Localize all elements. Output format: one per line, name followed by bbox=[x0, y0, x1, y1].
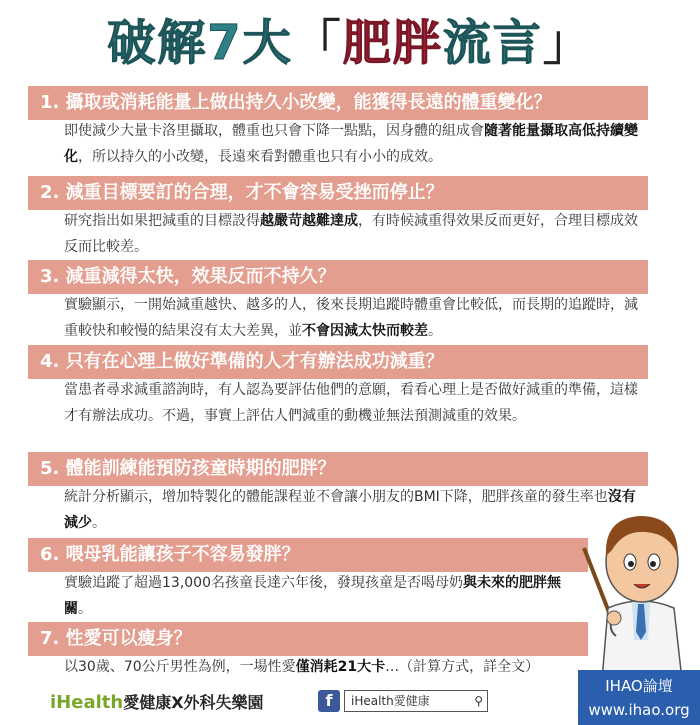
title-part-1: 破解7大 bbox=[107, 15, 293, 71]
body-text: 以30歲、70公斤男性為例，一場性愛 bbox=[64, 659, 296, 675]
myth-body-7 bbox=[64, 654, 624, 680]
logo-chinese-text: 愛健康X外科失樂園 bbox=[123, 693, 264, 712]
body-text: 。 bbox=[78, 601, 92, 617]
ihao-watermark bbox=[578, 670, 700, 725]
body-emphasis: 僅消耗21大卡 bbox=[295, 659, 386, 675]
watermark-line-2: www.ihao.org bbox=[588, 701, 690, 719]
body-text: 實驗顯示，一開始減重越快、越多的人，後來長期追蹤時體重會比較低，而長期的追蹤時，減重較快和較慢的結果沒有太大差異，並 bbox=[64, 297, 638, 339]
ihealth-logo bbox=[50, 690, 264, 713]
title-open-bracket: 「 bbox=[292, 15, 343, 71]
myth-heading-5: 5. 體能訓練能預防孩童時期的肥胖？ bbox=[28, 452, 648, 486]
body-text: 實驗追蹤了超過13,000名孩童長達六年後，發現孩童是否喝母奶 bbox=[64, 575, 463, 591]
myth-body-5 bbox=[64, 484, 644, 536]
myth-heading-2: 2. 減重目標要訂的合理，才不會容易受挫而停止？ bbox=[28, 176, 648, 210]
myth-body-4 bbox=[64, 377, 644, 429]
body-text: …（計算方式，詳全文） bbox=[385, 659, 540, 675]
body-emphasis: 隨著能量攝取高低持續變化 bbox=[64, 123, 638, 165]
body-emphasis: 越嚴苛越難達成 bbox=[260, 213, 358, 229]
myth-body-6 bbox=[64, 570, 574, 622]
myth-body-3 bbox=[64, 292, 644, 344]
body-text: 。 bbox=[428, 323, 442, 339]
body-text: ，有時候減重得效果反而更好，合理目標成效反而比較差。 bbox=[64, 213, 638, 255]
title-close-bracket: 」 bbox=[542, 15, 593, 71]
body-text: 即使減少大量卡洛里攝取，體重也只會下降一點點，因身體的組成會 bbox=[64, 123, 484, 139]
body-text: 統計分析顯示，增加特製化的體能課程並不會讓小朋友的BMI下降，肥胖孩童的發生率也 bbox=[64, 489, 608, 505]
body-text: ，所以持久的小改變，長遠來看對體重也只有小小的成效。 bbox=[78, 149, 442, 165]
facebook-icon[interactable]: f bbox=[318, 690, 340, 712]
facebook-search-box[interactable] bbox=[344, 690, 488, 712]
myth-heading-4: 4. 只有在心理上做好準備的人才有辦法成功減重？ bbox=[28, 345, 648, 379]
watermark-line-1: IHAO論壇 bbox=[605, 677, 673, 695]
title-part-3: 流言 bbox=[442, 15, 543, 71]
search-box-text: iHealth愛健康 bbox=[351, 694, 430, 708]
title-part-2: 肥胖 bbox=[342, 15, 443, 71]
myth-heading-7: 7. 性愛可以瘦身？ bbox=[28, 622, 588, 656]
search-icon[interactable]: ⚲ bbox=[474, 694, 483, 708]
myth-body-2 bbox=[64, 208, 644, 260]
myth-heading-3: 3. 減重減得太快，效果反而不持久？ bbox=[28, 260, 648, 294]
myth-body-1 bbox=[64, 118, 644, 170]
page-title bbox=[0, 8, 700, 78]
body-text: 研究指出如果把減重的目標設得 bbox=[64, 213, 260, 229]
myth-heading-1: 1. 攝取或消耗能量上做出持久小改變，能獲得長遠的體重變化？ bbox=[28, 86, 648, 120]
body-text: 。 bbox=[92, 515, 106, 531]
body-emphasis: 不會因減太快而較差 bbox=[302, 323, 428, 339]
body-emphasis: 與未來的肥胖無關 bbox=[64, 575, 561, 617]
logo-latin-text: iHealth bbox=[50, 692, 124, 713]
myth-heading-6: 6. 喂母乳能讓孩子不容易發胖？ bbox=[28, 538, 588, 572]
body-text: 當患者尋求減重諮詢時，有人認為要評估他們的意願，看看心理上是否做好減重的準備，這樣才有辦法成功。不過，事實上評估人們減重的動機並無法預測減重的效果。 bbox=[64, 382, 638, 424]
cartoon-doctor-illustration bbox=[582, 490, 700, 680]
body-emphasis: 沒有減少 bbox=[64, 489, 636, 531]
